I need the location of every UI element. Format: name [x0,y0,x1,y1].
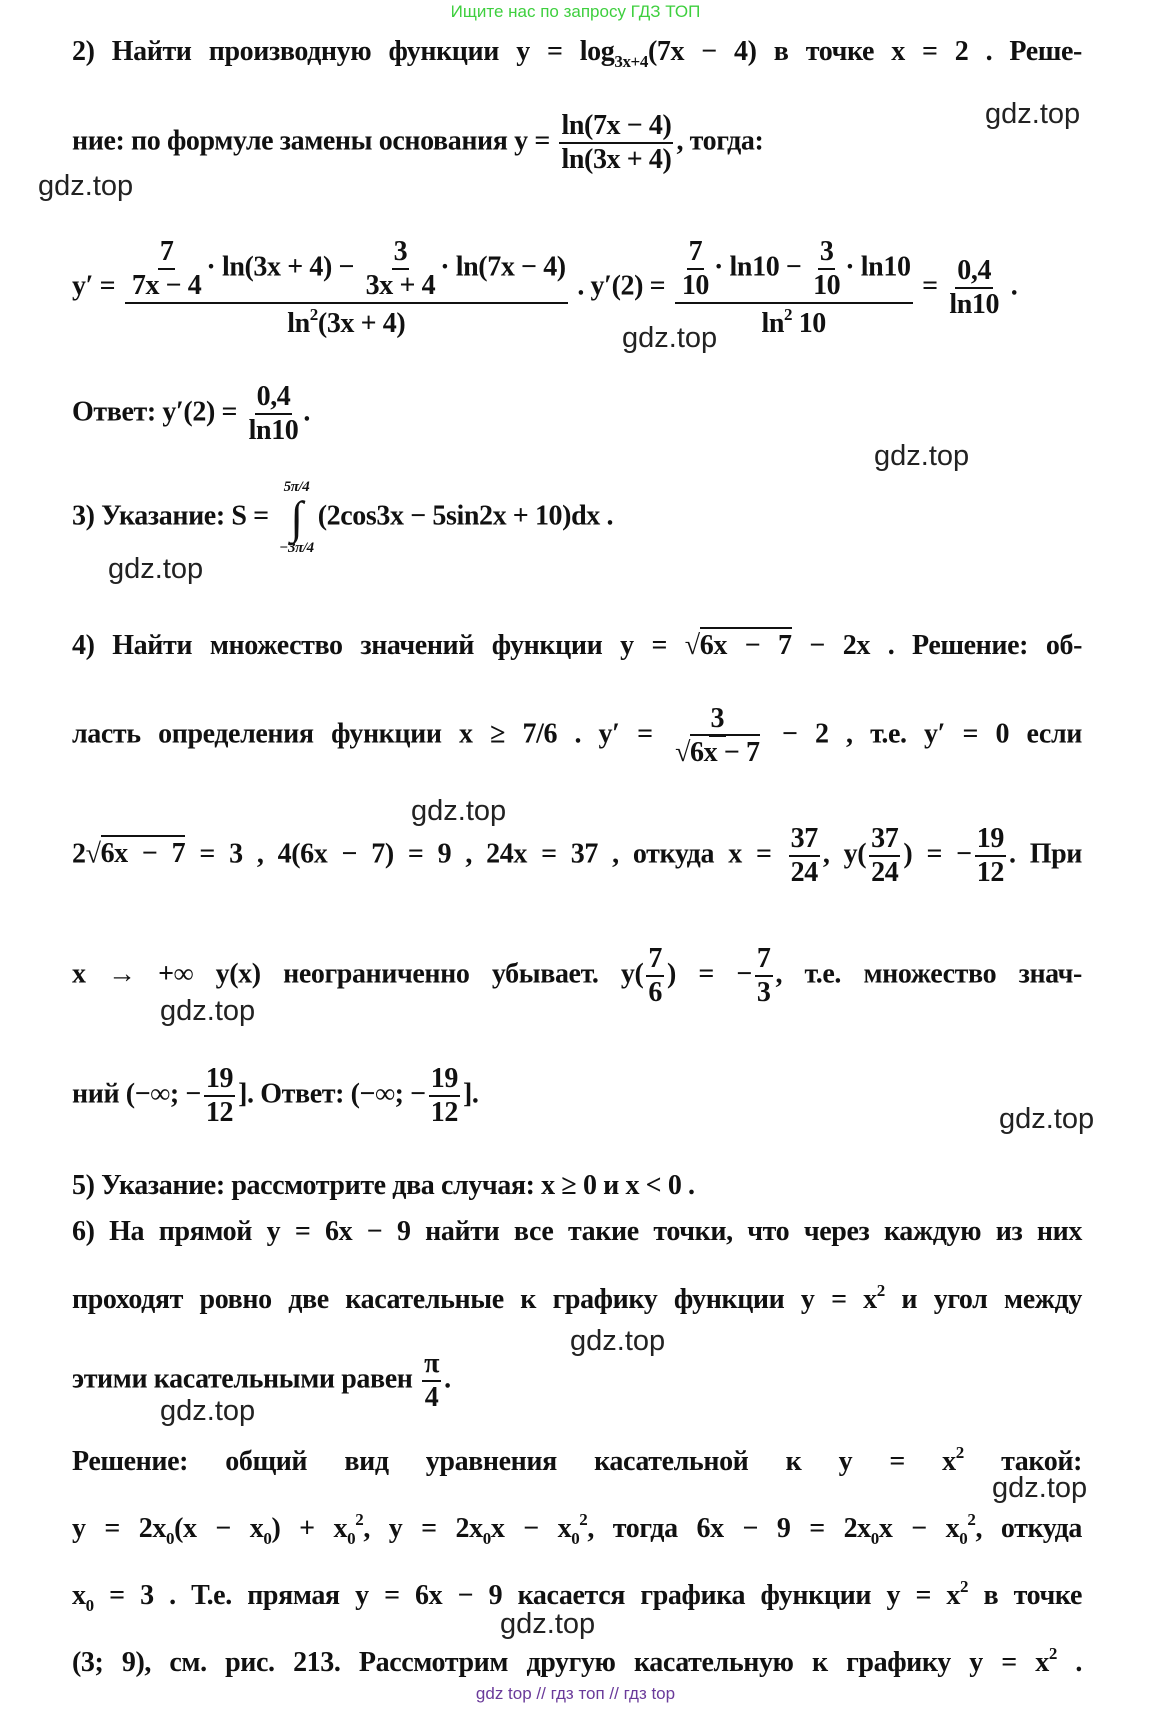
text-run: и угол между [884,1284,1082,1315]
text-line [72,383,1082,445]
numerator [709,705,727,737]
superscript: 2 [960,1577,969,1596]
text-run: , тогда 6x − 9 = 2x [587,1513,871,1544]
fraction [125,238,568,338]
math-text: 24 [871,857,899,888]
text-line [72,1065,1082,1127]
text-run: в точке [968,1580,1082,1611]
text-run: . y′(2) = [570,270,672,302]
math-text: 19 [430,1063,458,1094]
denominator [755,977,773,1007]
denominator [559,144,673,174]
math-text: 19 [976,823,1004,854]
text-line [72,632,1082,660]
fraction [422,1350,441,1412]
text-run: (3; 9), см. рис. 213. Рассмотрим другую касательную к графику y = x [72,1647,1049,1678]
denominator [811,270,842,300]
superscript: 2 [1048,1644,1057,1663]
footer-banner: gdz top // гдз топ // гдз top [475,1684,676,1703]
numerator [429,1065,460,1097]
fraction [247,383,301,445]
denominator [285,304,407,338]
math-text: 7 [688,236,703,267]
math-text: 3 [819,236,834,267]
numerator [158,238,176,270]
math-text: 3 [393,236,408,267]
denominator [429,1097,460,1127]
math-text: 10 [813,270,841,301]
subscript: 3x+4 [614,52,648,71]
numerator [687,238,705,270]
text-run: , т.е. множество знач- [775,958,1082,990]
text-run: ln [287,308,310,339]
denominator [423,1382,441,1412]
text-run: ние: по формуле замены основания y = [72,125,557,157]
math-text: 19 [205,1063,234,1094]
text-line [72,1172,1082,1200]
subscript: 0 [165,1529,175,1548]
text-run: проходят ровно две касательные к графику функции y = x [72,1284,877,1315]
text-run: 3) Указание: S = [72,500,276,532]
subscript: 0 [959,1529,968,1548]
math-text: 7 [159,236,174,267]
numerator [789,825,820,857]
text-run: √ [675,737,691,768]
numerator [975,825,1006,857]
text-run: 5) Указание: рассмотрите два случая: x ≥ 0 и x < 0 . [72,1170,695,1201]
superscript: 2 [355,1510,364,1529]
numerator [755,945,773,977]
numerator [869,825,900,857]
math-text: 3 [756,977,771,1008]
superscript: 2 [967,1510,976,1529]
text-run: Ответ: y′(2) = [72,396,244,428]
denominator [789,857,820,887]
text-run: (2cos3x − 5sin2x + 10)dx . [317,500,614,532]
denominator [673,737,762,767]
text-run: ) + x [271,1513,348,1544]
text-run: ]. Ответ: (−∞; − [238,1078,426,1110]
fraction [559,112,673,174]
text-run: x − x [490,1513,572,1544]
text-run: ласть определения функции x ≥ 7/6 . y′ = [72,718,671,750]
math-text: 7x − 4 [131,270,202,301]
math-text: 12 [976,857,1004,888]
text-run: − 2 , т.е. y′ = 0 если [764,718,1082,750]
text-run: этими касательными равен [72,1363,420,1395]
subscript: 0 [263,1529,272,1548]
denominator [975,857,1006,887]
watermark: gdz.top [570,1325,666,1357]
text-run: (3x + 4) [317,308,406,339]
math-text: 24 [790,857,818,888]
math-text: ln(3x + 4) [561,144,672,175]
integral-sign-icon: ∫ [290,492,303,543]
lower-limit: −3π/4 [279,540,314,556]
text-run: ]. [462,1078,479,1110]
denominator [204,1097,235,1127]
denominator [947,289,1001,319]
numerator [559,112,673,144]
fraction [975,825,1006,887]
math-text: 4 [424,1382,439,1413]
math-text: 6 [648,977,662,1008]
numerator [204,1065,235,1097]
math-text: π [424,1348,440,1379]
math-text: 0,4 [957,255,992,286]
superscript: 2 [309,305,318,324]
text-run: . [303,396,311,428]
watermark: gdz.top [160,1395,256,1427]
subscript: 0 [85,1596,94,1615]
text-run: · ln(3x + 4) − [206,251,361,283]
math-text: 37 [790,823,818,854]
text-run: (7x − 4) в точке x = 2 . Реше- [647,36,1082,67]
text-run: y = 2x [72,1513,166,1544]
math-text: 10 [681,270,710,301]
math-text: ln(7x − 4) [561,110,672,141]
text-run: . При [1008,838,1082,870]
fraction [364,238,438,300]
text-line [72,1511,1082,1547]
math-text: 3x + 4 [365,270,436,301]
denominator [680,270,711,300]
numerator [675,238,913,304]
text-run: , тогда: [676,125,764,157]
text-run: x [72,1580,86,1611]
denominator [364,270,438,300]
text-run: ) = − [666,958,752,990]
fraction [755,945,773,1007]
fraction [947,257,1001,319]
text-run: y′ = [72,270,122,302]
subscript: 0 [482,1529,491,1548]
numerator [646,945,664,977]
text-run: (x − x [174,1513,264,1544]
text-line [72,705,1082,767]
numerator [255,383,293,415]
square-root: 6x − 7 [700,627,792,661]
math-text: 7 [648,943,662,974]
text-run: · ln10 [845,251,911,283]
fraction [204,1065,235,1127]
text-run: , откуда [975,1513,1082,1544]
math-text: 12 [430,1097,458,1128]
text-line [72,825,1082,887]
watermark: gdz.top [160,995,256,1027]
fraction [811,238,842,300]
denominator [869,857,900,887]
watermark: gdz.top [999,1103,1095,1135]
text-run: − 2x . Решение: об- [791,630,1082,661]
math-text: 0,4 [256,381,291,412]
numerator [422,1350,441,1382]
text-run: · ln(7x − 4) [440,251,566,283]
numerator [392,238,410,270]
watermark: gdz.top [108,553,204,585]
text-run: = [915,270,945,302]
denominator [646,977,664,1007]
text-run: 2√ [72,838,101,870]
text-line [72,1218,1082,1246]
text-run: x → +∞ y(x) неограниченно убывает. y( [72,958,644,990]
denominator [247,415,301,445]
fraction [646,945,664,1007]
text-run: ln [761,308,784,339]
text-run: x − x [878,1513,960,1544]
text-run: . [1004,270,1018,302]
math-text: ln10 [949,289,1000,320]
text-run: 6) На прямой y = 6x − 9 найти все такие точки, что через каждую из них [72,1216,1082,1247]
text-run: ) = − [903,838,972,870]
text-run: = 3 , 4(6x − 7) = 9 , 24x = 37 , откуда x = [185,838,786,870]
square-root: 6x − 7 [101,835,186,869]
watermark: gdz.top [411,795,507,827]
superscript: 2 [955,1443,964,1462]
text-run: такой: [963,1446,1082,1477]
watermark: gdz.top [992,1472,1088,1504]
text-line [72,1645,1082,1677]
subscript: 0 [347,1529,356,1548]
upper-limit: 5π/4 [283,479,310,495]
numerator [955,257,993,289]
watermark: gdz.top [985,98,1081,130]
watermark: gdz.top [38,170,134,202]
denominator [759,304,827,338]
math-text: 37 [871,823,899,854]
header-banner: Ищите нас по запросу ГДЗ ТОП [450,2,701,21]
text-line [72,480,1082,556]
math-text: 12 [205,1097,234,1128]
superscript: 2 [784,305,793,324]
fraction [869,825,900,887]
text-run: . [1056,1647,1082,1678]
watermark: gdz.top [500,1608,596,1640]
fraction [789,825,820,887]
math-text: 3 [710,703,725,734]
math-text: ln10 [248,415,299,446]
fraction [680,238,711,300]
text-run: 2) Найти производную функции y = log [72,36,615,67]
text-run: , y( [822,838,867,870]
text-run: ний (−∞; − [72,1078,201,1110]
text-run: , y = 2x [363,1513,483,1544]
text-line [72,1444,1082,1476]
text-line [72,112,1082,174]
text-run: = 3 . Т.е. прямая y = 6x − 9 касается графика функции y = x [93,1580,961,1611]
denominator [130,270,204,300]
numerator [818,238,836,270]
superscript: 2 [579,1510,588,1529]
subscript: 0 [571,1529,580,1548]
watermark: gdz.top [622,322,718,354]
text-run: Решение: общий вид уравнения касательной к y = x [72,1446,956,1477]
text-line [72,38,1082,70]
square-root: 6x − 7 [690,734,760,768]
text-run: 10 [792,308,826,339]
text-run: 4) Найти множество значений функции y = √ [72,630,700,661]
numerator [125,238,568,304]
text-line [72,1282,1082,1314]
fraction [130,238,204,300]
fraction [429,1065,460,1127]
text-run: · ln10 − [714,251,809,283]
integral [279,480,313,556]
fraction [673,705,762,767]
text-run: . [444,1363,451,1395]
watermark: gdz.top [874,440,970,472]
text-line [72,238,1082,338]
superscript: 2 [876,1281,885,1300]
subscript: 0 [870,1529,879,1548]
math-text: 7 [756,943,771,974]
